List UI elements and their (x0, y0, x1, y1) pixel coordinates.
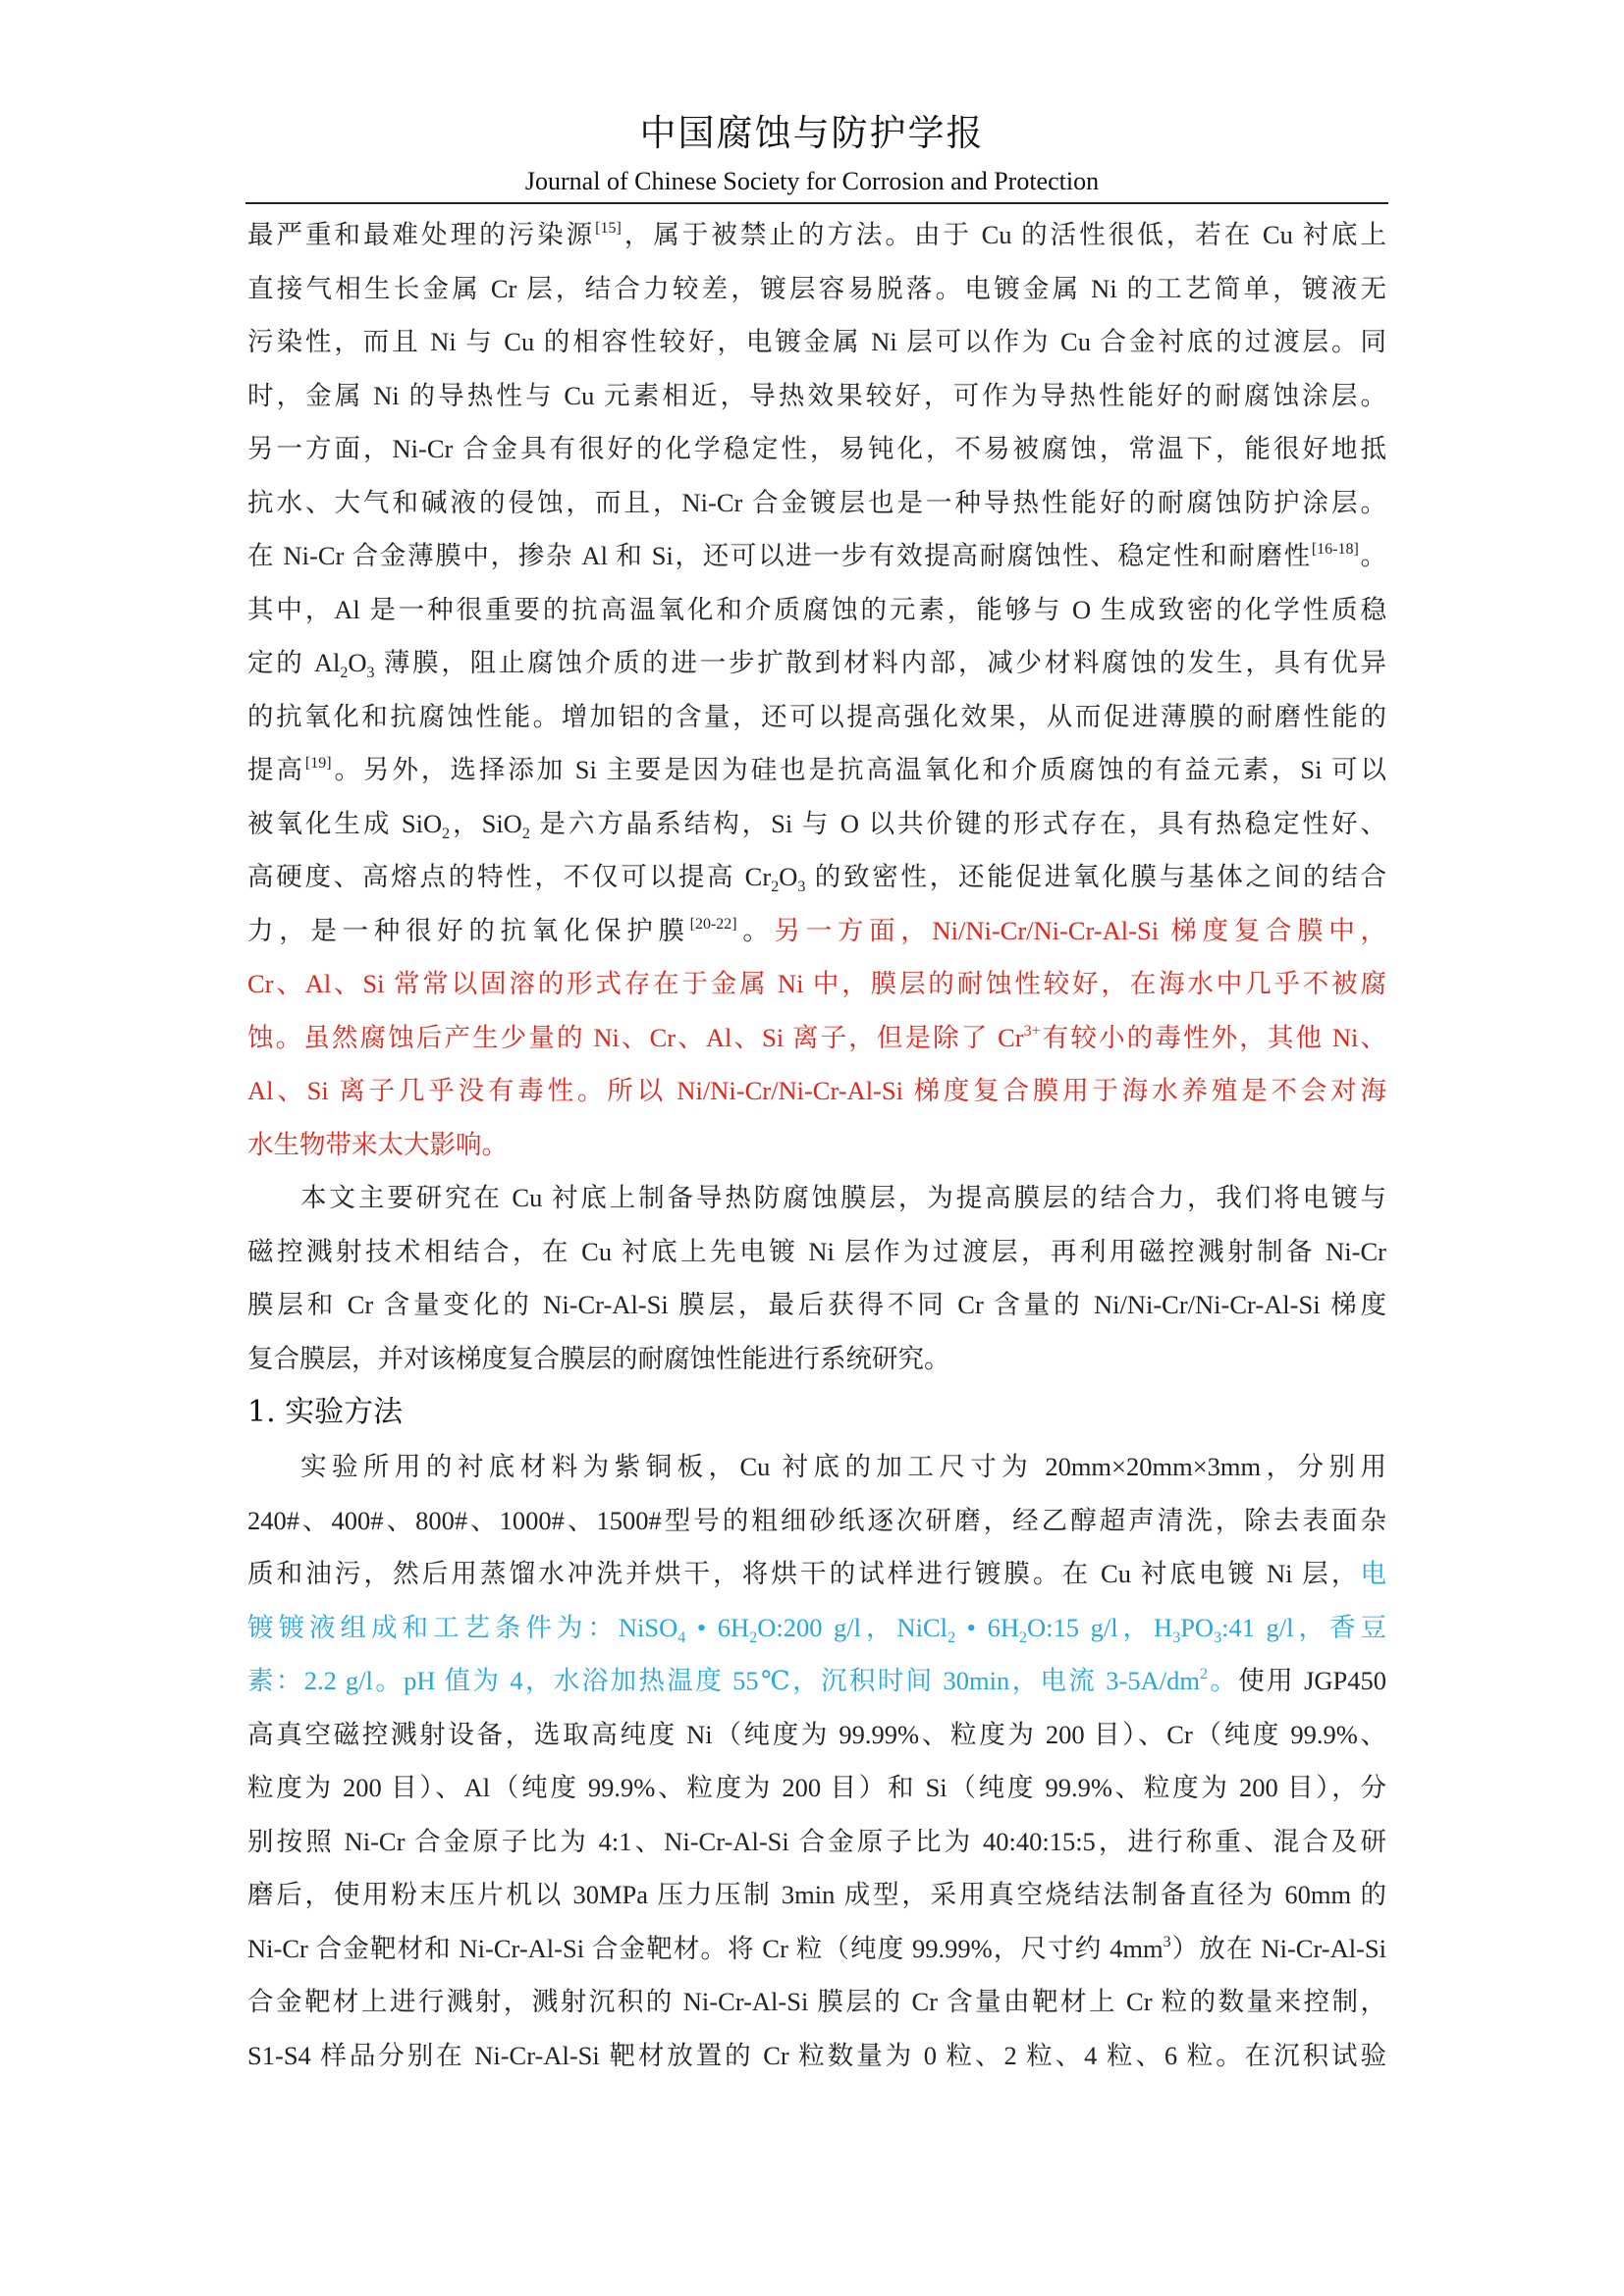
paragraph-line: 其中，Al 是一种很重要的抗高温氧化和介质腐蚀的元素，能够与 O 生成致密的化学性质稳 (247, 594, 1386, 624)
paragraph-line: S1-S4 样品分别在 Ni-Cr-Al-Si 靶材放置的 Cr 粒数量为 0 粒、2 粒、4 粒、6 粒。在沉积试验 (247, 2040, 1386, 2070)
highlighted-line: 蚀。虽然腐蚀后产生少量的 Ni、Cr、Al、Si 离子，但是除了 $Cr^{3+}$有较小的毒性外，其他 Ni、 (247, 1022, 1386, 1052)
paragraph-line: 的抗氧化和抗腐蚀性能。增加铝的含量，还可以提高强化效果，从而促进薄膜的耐磨性能的 (247, 701, 1386, 731)
highlighted-line: Al、Si 离子几乎没有毒性。所以 Ni/Ni-Cr/Ni-Cr-Al-Si 梯度复合膜用于海水养殖是不会对海 (247, 1076, 1386, 1105)
journal-subtitle: Journal of Chinese Society for Corrosion and Protection (524, 167, 1100, 195)
paragraph-line: 抗水、大气和碱液的侵蚀，而且，Ni-Cr 合金镀层也是一种导热性能好的耐腐蚀防护涂层。 (247, 487, 1386, 517)
paragraph-line: 最严重和最难处理的污染源[15]，属于被禁止的方法。由于 Cu 的活性很低，若在 Cu 衬底上 (247, 220, 1386, 249)
section-heading: 1. 实验方法 (247, 1395, 404, 1429)
header-rule (245, 202, 1388, 204)
citation: [16-18] (1311, 541, 1359, 558)
paragraph-line: 素：2.2 g/l。pH 值为 4，水浴加热温度 55℃，沉积时间 30min，电流 $3-5A/dm^2$。使用 JGP450 (247, 1666, 1386, 1695)
paragraph-line: Ni-Cr 合金靶材和 Ni-Cr-Al-Si 合金靶材。将 Cr 粒（纯度 99.99%，尺寸约 $4mm^3$）放在 Ni-Cr-Al-Si (247, 1933, 1386, 1963)
highlighted-text: 电 (1360, 1559, 1386, 1588)
highlighted-text: 另一方面，Ni/Ni-Cr/Ni-Cr-Al-Si 梯度复合膜中， (774, 915, 1386, 945)
highlighted-line: Cr、Al、Si 常常以固溶的形式存在于金属 Ni 中，膜层的耐蚀性较好，在海水中几乎不被腐 (247, 969, 1386, 998)
highlighted-line: 水生物带来太大影响。 (247, 1129, 508, 1159)
paragraph-line: 粒度为 200 目）、Al（纯度 99.9%、粒度为 200 目）和 Si（纯度 99.9%、粒度为 200 目），分 (247, 1773, 1386, 1802)
paragraph-line: 高真空磁控溅射设备，选取高纯度 Ni（纯度为 99.99%、粒度为 200 目）、Cr（纯度 99.9%、 (247, 1719, 1386, 1749)
paragraph-line: 本文主要研究在 Cu 衬底上制备导热防腐蚀膜层，为提高膜层的结合力，我们将电镀与 (300, 1183, 1386, 1212)
paragraph-line: 复合膜层，并对该梯度复合膜层的耐腐蚀性能进行系统研究。 (247, 1343, 950, 1373)
paragraph-line: 时，金属 Ni 的导热性与 Cu 元素相近，导热效果较好，可作为导热性能好的耐腐蚀涂层。 (247, 380, 1386, 410)
paragraph-line: 高硬度、高熔点的特性，不仅可以提高 $Cr_2O_3$ 的致密性，还能促进氧化膜与基体之间的结合 (247, 862, 1386, 895)
paragraph-line: 磨后，使用粉末压片机以 30MPa 压力压制 3min 成型，采用真空烧结法制备直径为 60mm 的 (247, 1880, 1386, 1909)
paragraph-line: 在 Ni-Cr 合金薄膜中，掺杂 Al 和 Si，还可以进一步有效提高耐腐蚀性、稳定性和耐磨性[16-18]。 (247, 541, 1386, 570)
paragraph-line: 质和油污，然后用蒸馏水冲洗并烘干，将烘干的试样进行镀膜。在 Cu 衬底电镀 Ni 层，电 (247, 1559, 1386, 1588)
highlighted-text: 素：2.2 g/l。pH 值为 4，水浴加热温度 55℃，沉积时间 30min，电流 $3-5A/dm^2$。 (247, 1666, 1239, 1695)
paragraph-line: 被氧化生成 SiO$_2$，SiO$_2$ 是六方晶系结构，Si 与 O 以共价键的形式存在，具有热稳定性好、 (247, 808, 1386, 842)
paragraph-line: 膜层和 Cr 含量变化的 Ni-Cr-Al-Si 膜层，最后获得不同 Cr 含量的 Ni/Ni-Cr/Ni-Cr-Al-Si 梯度 (247, 1290, 1386, 1319)
paragraph-line: 别按照 Ni-Cr 合金原子比为 4:1、Ni-Cr-Al-Si 合金原子比为 40:40:15:5，进行称重、混合及研 (247, 1826, 1386, 1856)
paragraph-line: 污染性，而且 Ni 与 Cu 的相容性较好，电镀金属 Ni 层可以作为 Cu 合金衬底的过渡层。同 (247, 327, 1386, 356)
journal-title: 中国腐蚀与防护学报 (639, 112, 985, 154)
citation: [19] (304, 755, 332, 772)
paragraph-line: 直接气相生长金属 Cr 层，结合力较差，镀层容易脱落。电镀金属 Ni 的工艺简单，镀液无 (247, 273, 1386, 303)
citation: [20-22] (689, 915, 737, 933)
citation: [15] (595, 220, 622, 237)
article-body (247, 208, 1386, 2082)
highlighted-line: 镀镀液组成和工艺条件为：NiSO$_4$ • $6H_2O:200$ g/l，NiCl$_2$ • $6H_2O:15$ g/l，$H_3PO_3:41$ g/l，香豆 (247, 1612, 1386, 1646)
paragraph-line: 力，是一种很好的抗氧化保护膜[20-22]。另一方面，Ni/Ni-Cr/Ni-Cr-Al-Si 梯度复合膜中， (247, 915, 1386, 945)
paragraph-line: 提高[19]。另外，选择添加 Si 主要是因为硅也是抗高温氧化和介质腐蚀的有益元素，Si 可以 (247, 755, 1386, 784)
paragraph-line: 另一方面，Ni-Cr 合金具有很好的化学稳定性，易钝化，不易被腐蚀，常温下，能很好地抵 (247, 434, 1386, 463)
paragraph-line: 合金靶材上进行溅射，溅射沉积的 Ni-Cr-Al-Si 膜层的 Cr 含量由靶材上 Cr 粒的数量来控制， (247, 1987, 1386, 2016)
paragraph-line: 实验所用的衬底材料为紫铜板，Cu 衬底的加工尺寸为 20mm×20mm×3mm，分别用 (300, 1452, 1386, 1481)
paragraph-line: 磁控溅射技术相结合，在 Cu 衬底上先电镀 Ni 层作为过渡层，再利用磁控溅射制备 Ni-Cr (247, 1236, 1386, 1266)
paragraph-line: 240#、400#、800#、1000#、1500#型号的粗细砂纸逐次研磨，经乙醇超声清洗，除去表面杂 (247, 1505, 1386, 1535)
paragraph-line: 定的 $Al_2O_3$ 薄膜，阻止腐蚀介质的进一步扩散到材料内部，减少材料腐蚀的发生，具有优异 (247, 648, 1386, 681)
